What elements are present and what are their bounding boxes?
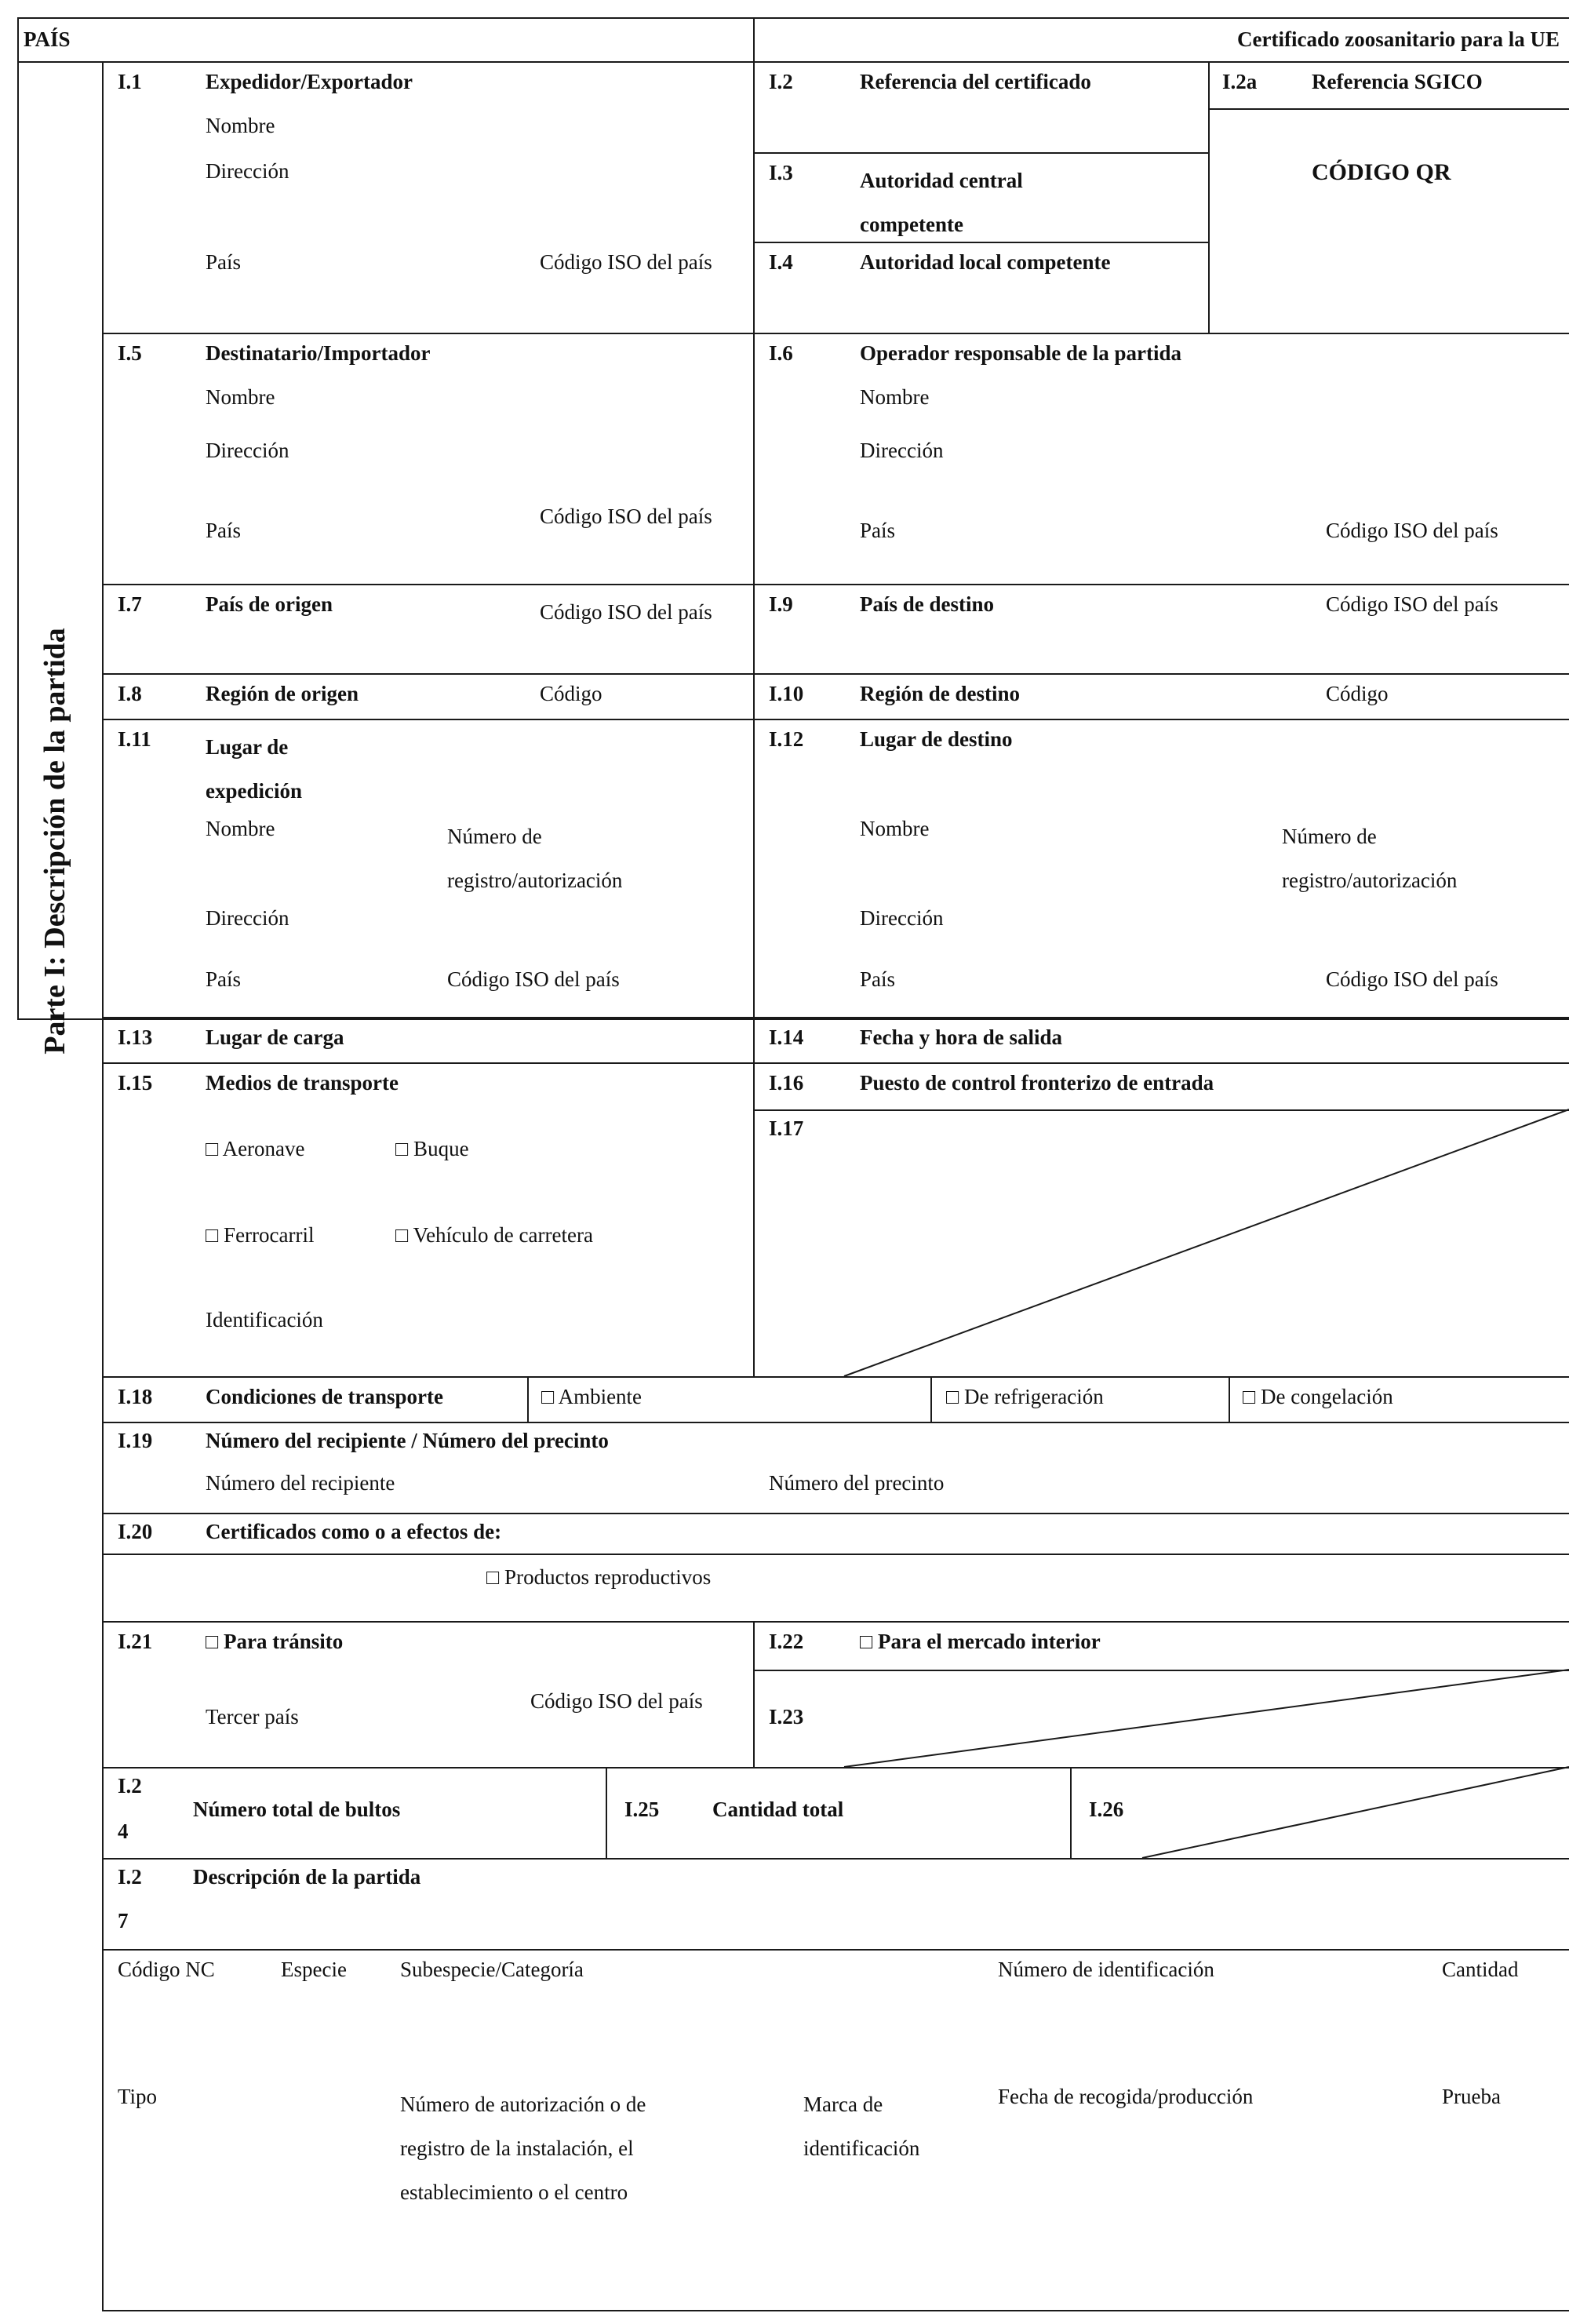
box-I6-country-label: País — [860, 519, 896, 542]
box-I18-number: I.18 — [118, 1385, 153, 1408]
column-approval-number: Número de autorización o de registro de la instalación, el establecimiento o el centro — [400, 2093, 646, 2204]
box-I7-iso-label: Código ISO del país — [540, 600, 712, 624]
transport-ship-checkbox[interactable]: □ Buque — [395, 1137, 469, 1160]
box-I2-number: I.2 — [769, 70, 793, 93]
box-I24-title: Número total de bultos — [193, 1798, 401, 1821]
box-I6-name-label: Nombre — [860, 385, 930, 409]
box-I10-title: Región de destino — [860, 682, 1021, 705]
column-cn-code: Código NC — [118, 1958, 215, 1981]
box-I12-number: I.12 — [769, 727, 804, 751]
box-I6-iso-label: Código ISO del país — [1326, 519, 1498, 542]
box-I10-number: I.10 — [769, 682, 804, 705]
country-header: PAÍS — [24, 27, 71, 51]
box-I20-title: Certificados como o a efectos de: — [206, 1520, 502, 1543]
box-I19-number: I.19 — [118, 1429, 153, 1452]
box-I16-number: I.16 — [769, 1071, 804, 1095]
box-I18-title: Condiciones de transporte — [206, 1385, 443, 1408]
condition-frozen-checkbox[interactable]: □ De congelación — [1243, 1385, 1393, 1408]
box-I11-iso-label: Código ISO del país — [447, 967, 620, 991]
box-I12-iso-label: Código ISO del país — [1326, 967, 1498, 991]
box-I6-number: I.6 — [769, 341, 793, 365]
box-I11-title: Lugar de expedición — [206, 735, 303, 803]
seal-number-label: Número del precinto — [769, 1471, 945, 1495]
column-quantity: Cantidad — [1442, 1958, 1519, 1981]
qr-code-placeholder: CÓDIGO QR — [1312, 159, 1451, 185]
column-test: Prueba — [1442, 2085, 1501, 2108]
box-I26-number: I.26 — [1089, 1798, 1124, 1821]
box-I1-title: Expedidor/Exportador — [206, 70, 413, 93]
box-I7-title: País de origen — [206, 592, 333, 616]
third-country-label: Tercer país — [206, 1705, 299, 1728]
column-type: Tipo — [118, 2085, 158, 2108]
box-I3-number: I.3 — [769, 161, 793, 184]
box-I27-number-part-a: I.2 — [118, 1865, 142, 1889]
column-identification-number: Número de identificación — [998, 1958, 1214, 1981]
box-I17-number: I.17 — [769, 1116, 804, 1140]
box-I2a-title: Referencia SGICO — [1312, 70, 1483, 93]
box-I12-address-label: Dirección — [860, 906, 944, 930]
box-I21-iso-label: Código ISO del país — [530, 1689, 703, 1713]
transport-rail-checkbox[interactable]: □ Ferrocarril — [206, 1223, 315, 1247]
box-I5-iso-label: Código ISO del país — [540, 505, 712, 528]
transit-checkbox[interactable]: □ Para tránsito — [206, 1630, 344, 1653]
box-I4-number: I.4 — [769, 250, 793, 274]
transport-road-vehicle-checkbox[interactable]: □ Vehículo de carretera — [395, 1223, 593, 1247]
box-I25-number: I.25 — [624, 1798, 660, 1821]
box-I14-number: I.14 — [769, 1025, 804, 1049]
reproductive-products-checkbox[interactable]: □ Productos reproductivos — [486, 1565, 712, 1589]
box-I11-address-label: Dirección — [206, 906, 289, 930]
part-one-side-title: Parte I: Descripción de la partida — [38, 628, 71, 1055]
box-I7-number: I.7 — [118, 592, 142, 616]
box-I12-title: Lugar de destino — [860, 727, 1013, 751]
box-I13-title: Lugar de carga — [206, 1025, 344, 1049]
box-I8-number: I.8 — [118, 682, 142, 705]
box-I9-iso-label: Código ISO del país — [1326, 592, 1498, 616]
box-I27-title: Descripción de la partida — [193, 1865, 421, 1889]
box-I5-address-label: Dirección — [206, 439, 289, 462]
certificate-title: Certificado zoosanitario para la UE — [1237, 27, 1560, 51]
condition-ambient-checkbox[interactable]: □ Ambiente — [541, 1385, 643, 1408]
box-I25-title: Cantidad total — [712, 1798, 844, 1821]
column-identification-mark: Marca de identificación — [803, 2093, 920, 2160]
box-I1-name-label: Nombre — [206, 114, 275, 137]
box-I6-address-label: Dirección — [860, 439, 944, 462]
box-I13-number: I.13 — [118, 1025, 153, 1049]
box-I11-registration-label: Número de registro/autorización — [447, 825, 623, 892]
box-I8-code-label: Código — [540, 682, 602, 705]
container-number-label: Número del recipiente — [206, 1471, 395, 1495]
box-I15-number: I.15 — [118, 1071, 153, 1095]
box-I2-title: Referencia del certificado — [860, 70, 1091, 93]
box-I3-title: Autoridad central competente — [860, 169, 1023, 236]
box-I5-title: Destinatario/Importador — [206, 341, 431, 365]
box-I8-title: Región de origen — [206, 682, 359, 705]
box-I16-title: Puesto de control fronterizo de entrada — [860, 1071, 1214, 1095]
box-I12-name-label: Nombre — [860, 817, 930, 840]
box-I5-number: I.5 — [118, 341, 142, 365]
box-I6-title: Operador responsable de la partida — [860, 341, 1182, 365]
transport-aircraft-checkbox[interactable]: □ Aeronave — [206, 1137, 305, 1160]
box-I1-address-label: Dirección — [206, 159, 289, 183]
box-I10-code-label: Código — [1326, 682, 1389, 705]
box-I11-country-label: País — [206, 967, 242, 991]
box-I22-number: I.22 — [769, 1630, 804, 1653]
box-I5-name-label: Nombre — [206, 385, 275, 409]
box-I15-title: Medios de transporte — [206, 1071, 399, 1095]
box-I11-number: I.11 — [118, 727, 151, 751]
box-I9-title: País de destino — [860, 592, 995, 616]
box-I19-title: Número del recipiente / Número del precinto — [206, 1429, 609, 1452]
box-I1-number: I.1 — [118, 70, 142, 93]
box-I12-country-label: País — [860, 967, 896, 991]
box-I27-number-part-b: 7 — [118, 1909, 129, 1932]
column-species: Especie — [281, 1958, 347, 1981]
box-I20-number: I.20 — [118, 1520, 153, 1543]
box-I1-country-label: País — [206, 250, 242, 274]
box-I5-country-label: País — [206, 519, 242, 542]
box-I23-number: I.23 — [769, 1705, 804, 1728]
box-I24-number-part-b: 4 — [118, 1819, 129, 1843]
box-I1-iso-label: Código ISO del país — [540, 250, 712, 274]
box-I24-number-part-a: I.2 — [118, 1774, 142, 1798]
internal-market-checkbox[interactable]: □ Para el mercado interior — [860, 1630, 1101, 1653]
column-subspecies-category: Subespecie/Categoría — [400, 1958, 584, 1981]
column-collection-production-date: Fecha de recogida/producción — [998, 2085, 1254, 2108]
box-I14-title: Fecha y hora de salida — [860, 1025, 1063, 1049]
box-I11-name-label: Nombre — [206, 817, 275, 840]
condition-chilled-checkbox[interactable]: □ De refrigeración — [946, 1385, 1104, 1408]
transport-identification-label: Identificación — [206, 1308, 323, 1331]
box-I12-registration-label: Número de registro/autorización — [1282, 825, 1458, 892]
box-I9-number: I.9 — [769, 592, 793, 616]
box-I4-title: Autoridad local competente — [860, 250, 1111, 274]
box-I2a-number: I.2a — [1222, 70, 1258, 93]
box-I21-number: I.21 — [118, 1630, 153, 1653]
